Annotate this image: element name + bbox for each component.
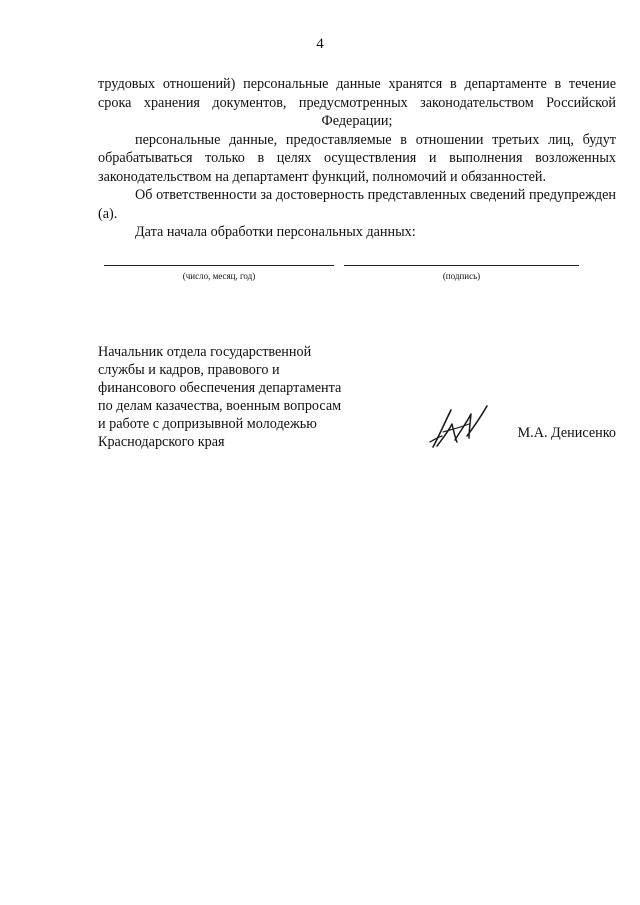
text-line: персональные данные, предоставляемые в отношении третьих лиц, будут [135,131,616,148]
text-line: Федерации; [321,113,393,129]
paragraph-storage-terms [98,75,616,131]
position-line: Начальник отдела государственной [98,344,312,360]
text-line: предупрежден (а). [98,187,616,222]
date-field-caption: (число, месяц, год) [182,271,256,281]
text-line: законодательством на департамент функций, полномочий и обязанностей. [98,168,547,185]
position-line: службы и кадров, правового и [98,362,280,378]
signatory-position [98,343,378,451]
paragraph-start-date [98,223,616,242]
text-line: трудовых отношений) персональные данные хранятся в департаменте в течение [98,76,616,92]
text-line: Дата начала обработки персональных данных: [135,224,416,240]
signature-field-line[interactable] [344,265,579,266]
position-line: финансового обеспечения департамента [98,380,342,396]
date-field-line[interactable] [104,265,334,266]
text-line: срока хранения документов, предусмотренных законодательством Российской [98,94,616,111]
signer-name: М.А. Денисенко [517,425,616,441]
page-number: 4 [316,36,324,52]
paragraph-third-parties [98,131,616,187]
document-body [98,75,616,242]
text-line: Об ответственности за достоверность представленных сведений [135,187,526,203]
text-line: обрабатываться только в целях осуществления и выполнения возложенных [98,150,616,166]
position-line: по делам казачества, военным вопросам [98,398,342,414]
signature-field-caption: (подпись) [442,271,481,281]
position-line: Краснодарского края [98,434,225,450]
handwritten-signature [425,402,495,450]
paragraph-responsibility [98,186,616,223]
position-line: и работе с допризывной молодежью [98,416,317,432]
